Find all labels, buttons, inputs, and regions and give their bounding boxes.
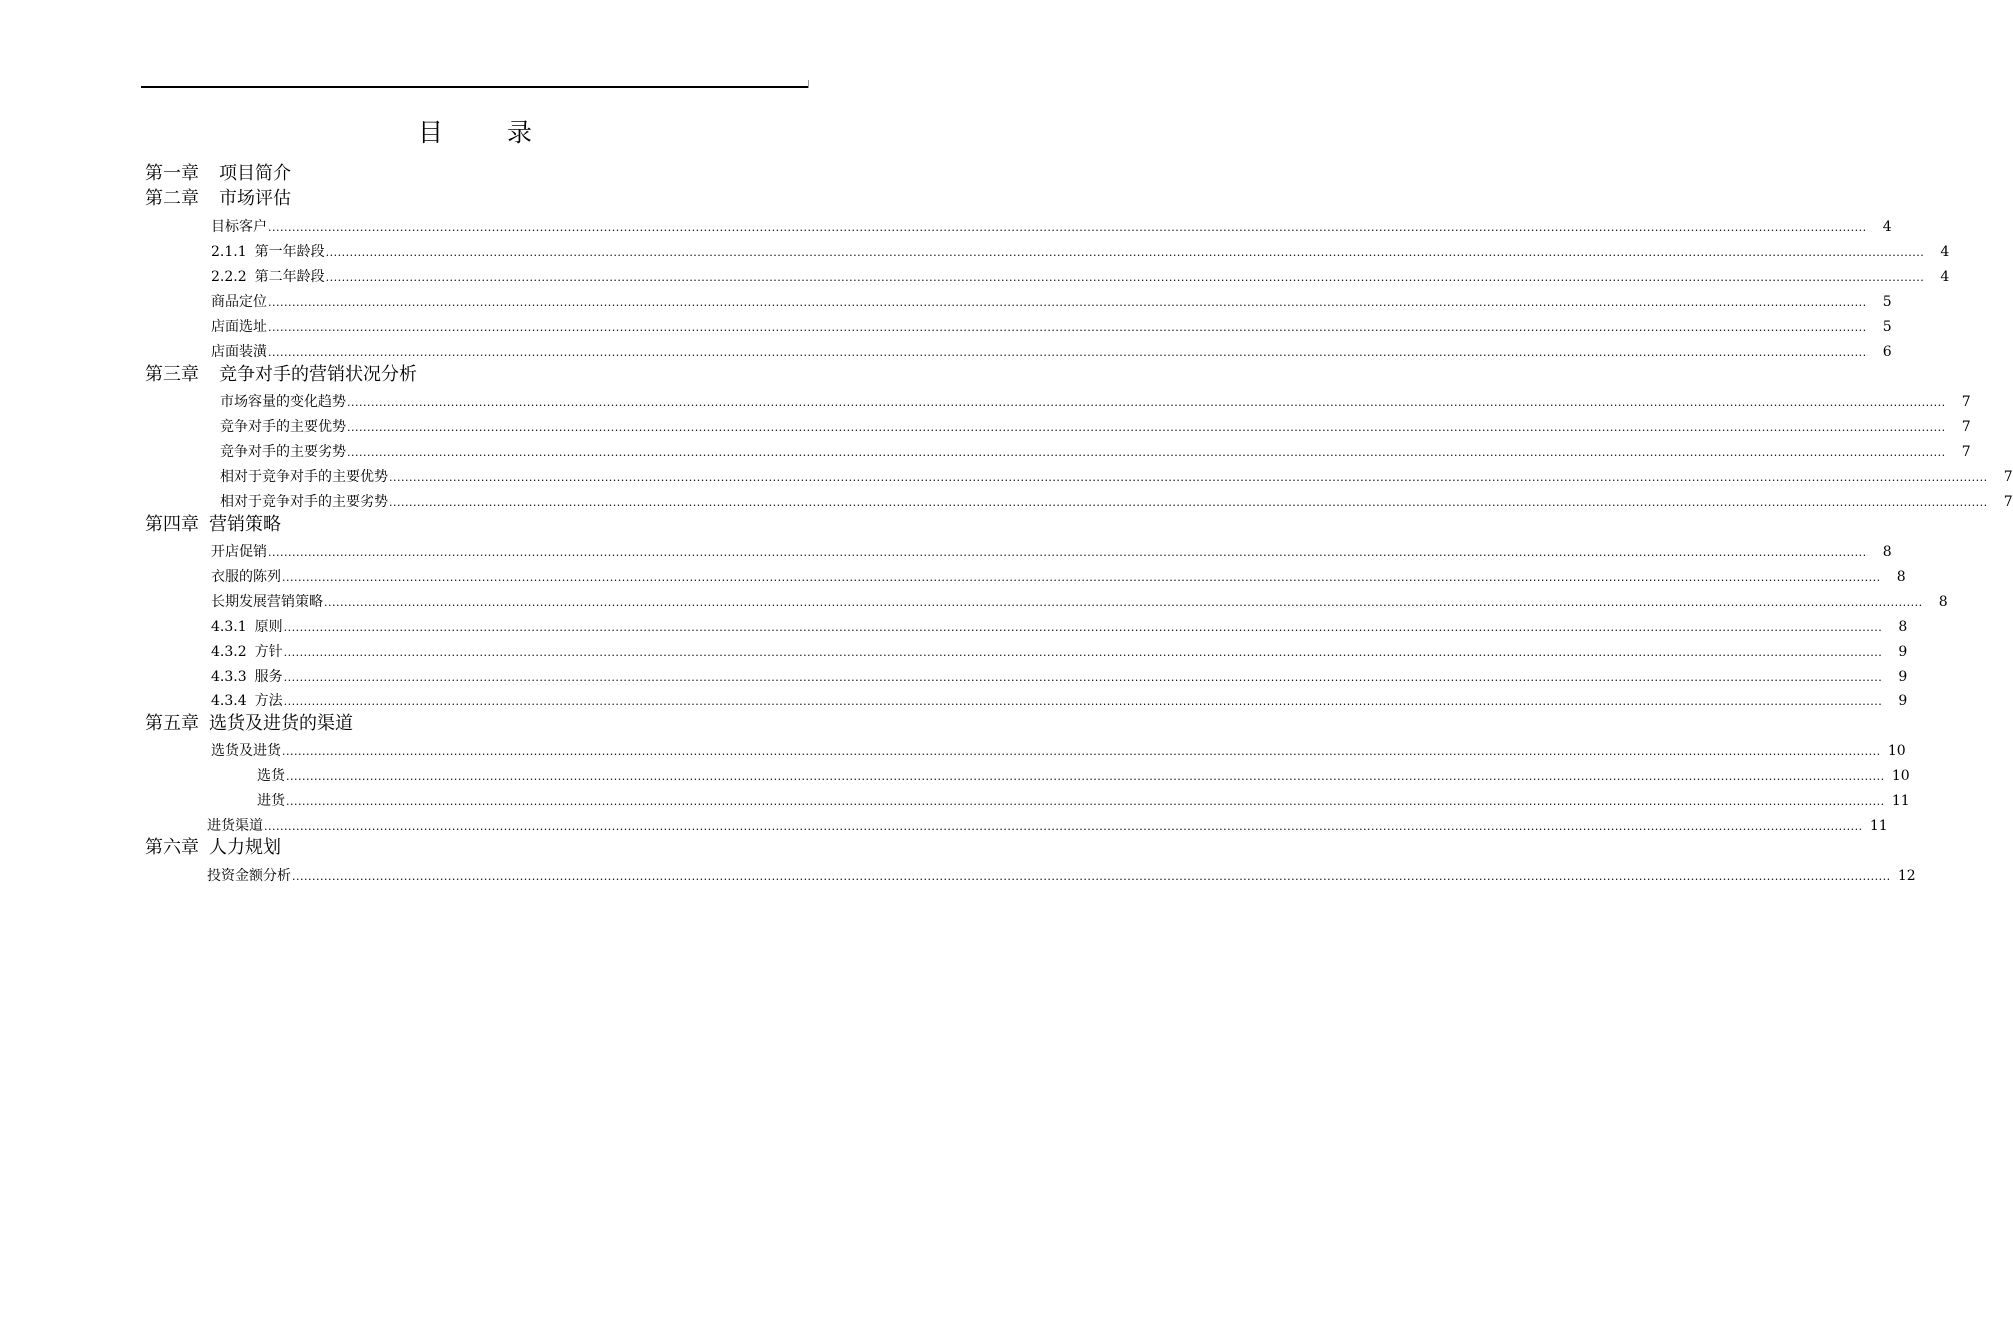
chapter-title: 竞争对手的营销状况分析 [219, 364, 417, 385]
header-rule-tick [808, 80, 809, 88]
entry-page: 7 [2003, 494, 2013, 510]
entry-page: 11 [1869, 818, 1888, 834]
toc-entry[interactable] [211, 215, 1892, 239]
entry-page: 7 [2003, 469, 2013, 485]
entry-code: 2.2.2 [211, 269, 247, 285]
entry-page: 6 [1882, 344, 1892, 360]
toc-entry[interactable] [211, 615, 1908, 639]
leader-dots: ................................................................................................................................................................................................................................................................................................................................................................................................................ [292, 870, 1891, 883]
leader-dots: ................................................................................................................................................................................................................................................................................................................................................................................................................ [268, 346, 1867, 359]
toc-entry[interactable] [220, 390, 1971, 414]
entry-label: 店面装潢 [211, 344, 267, 360]
leader-dots: ................................................................................................................................................................................................................................................................................................................................................................................................................ [282, 745, 1881, 758]
toc-entry[interactable] [220, 415, 1971, 439]
toc-entry[interactable] [211, 640, 1908, 664]
entry-label: 相对于竞争对手的主要劣势 [220, 494, 388, 510]
entry-page: 11 [1891, 793, 1910, 809]
entry-label: 长期发展营销策略 [211, 594, 323, 610]
chapter-number: 第四章 [145, 514, 199, 535]
entry-page: 4 [1882, 219, 1892, 235]
entry-page: 8 [1898, 619, 1908, 635]
entry-label: 竞争对手的主要优势 [220, 419, 346, 435]
chapter-title: 市场评估 [219, 188, 291, 209]
toc-entry[interactable] [211, 240, 1950, 264]
entry-page: 4 [1940, 244, 1950, 260]
entry-page: 10 [1891, 768, 1910, 784]
entry-page: 12 [1897, 868, 1916, 884]
leader-dots: ................................................................................................................................................................................................................................................................................................................................................................................................................ [286, 795, 1885, 808]
leader-dots: ................................................................................................................................................................................................................................................................................................................................................................................................................ [347, 421, 1946, 434]
entry-page: 7 [1961, 419, 1971, 435]
entry-label: 竞争对手的主要劣势 [220, 444, 346, 460]
entry-label: 选货及进货 [211, 743, 281, 759]
leader-dots: ................................................................................................................................................................................................................................................................................................................................................................................................................ [283, 621, 1883, 634]
chapter-title: 营销策略 [209, 514, 281, 535]
entry-label: 开店促销 [211, 544, 267, 560]
leader-dots: ................................................................................................................................................................................................................................................................................................................................................................................................................ [282, 571, 1881, 584]
toc-chapter-6[interactable] [145, 836, 645, 860]
entry-label: 衣服的陈列 [211, 569, 281, 585]
toc-entry[interactable] [207, 814, 1888, 838]
chapter-title: 项目简介 [219, 163, 291, 184]
header-rule [141, 86, 809, 88]
leader-dots: ................................................................................................................................................................................................................................................................................................................................................................................................................ [325, 271, 1925, 284]
leader-dots: ................................................................................................................................................................................................................................................................................................................................................................................................................ [268, 221, 1867, 234]
entry-page: 7 [1961, 444, 1971, 460]
leader-dots: ................................................................................................................................................................................................................................................................................................................................................................................................................ [389, 496, 1988, 509]
entry-label: 服务 [254, 669, 283, 685]
entry-page: 8 [1938, 594, 1948, 610]
toc-entry[interactable] [220, 490, 2013, 514]
entry-page: 5 [1882, 294, 1892, 310]
toc-entry[interactable] [211, 689, 1908, 713]
chapter-number: 第六章 [145, 837, 199, 858]
toc-chapter-2[interactable] [145, 187, 645, 211]
leader-dots: ................................................................................................................................................................................................................................................................................................................................................................................................................ [283, 646, 1883, 659]
entry-label: 第二年龄段 [254, 269, 325, 285]
entry-page: 8 [1896, 569, 1906, 585]
toc-entry[interactable] [211, 739, 1906, 763]
entry-label: 市场容量的变化趋势 [220, 394, 346, 410]
entry-page: 4 [1940, 269, 1950, 285]
toc-chapter-1[interactable] [145, 162, 645, 186]
toc-entry[interactable] [211, 265, 1950, 289]
entry-label: 第一年龄段 [254, 244, 325, 260]
leader-dots: ................................................................................................................................................................................................................................................................................................................................................................................................................ [347, 396, 1946, 409]
entry-page: 9 [1898, 669, 1908, 685]
entry-label: 方法 [254, 693, 283, 709]
leader-dots: ................................................................................................................................................................................................................................................................................................................................................................................................................ [268, 296, 1867, 309]
leader-dots: ................................................................................................................................................................................................................................................................................................................................................................................................................ [389, 471, 1988, 484]
toc-chapter-3[interactable] [145, 363, 645, 387]
toc-chapter-5[interactable] [145, 712, 645, 736]
toc-title: 目 录 [418, 118, 560, 147]
leader-dots: ................................................................................................................................................................................................................................................................................................................................................................................................................ [264, 820, 1863, 833]
entry-label: 店面选址 [211, 319, 267, 335]
entry-label: 商品定位 [211, 294, 267, 310]
toc-entry[interactable] [220, 440, 1971, 464]
entry-code: 4.3.4 [211, 693, 247, 709]
leader-dots: ................................................................................................................................................................................................................................................................................................................................................................................................................ [283, 695, 1883, 708]
entry-page: 9 [1898, 693, 1908, 709]
toc-entry[interactable] [257, 764, 1910, 788]
entry-label: 相对于竞争对手的主要优势 [220, 469, 388, 485]
entry-label: 投资金额分析 [207, 868, 291, 884]
toc-entry[interactable] [211, 590, 1948, 614]
entry-page: 9 [1898, 644, 1908, 660]
chapter-number: 第三章 [145, 364, 199, 385]
toc-entry[interactable] [211, 290, 1892, 314]
toc-entry[interactable] [257, 789, 1910, 813]
toc-entry[interactable] [211, 340, 1892, 364]
chapter-title: 选货及进货的渠道 [209, 713, 353, 734]
toc-entry[interactable] [211, 540, 1892, 564]
entry-code: 4.3.2 [211, 644, 247, 660]
toc-entry[interactable] [211, 665, 1908, 689]
entry-code: 4.3.1 [211, 619, 247, 635]
chapter-number: 第二章 [145, 188, 199, 209]
chapter-title: 人力规划 [209, 837, 281, 858]
chapter-number: 第五章 [145, 713, 199, 734]
entry-code: 4.3.3 [211, 669, 247, 685]
leader-dots: ................................................................................................................................................................................................................................................................................................................................................................................................................ [324, 596, 1923, 609]
entry-label: 进货渠道 [207, 818, 263, 834]
entry-page: 7 [1961, 394, 1971, 410]
entry-code: 2.1.1 [211, 244, 247, 260]
leader-dots: ................................................................................................................................................................................................................................................................................................................................................................................................................ [347, 446, 1946, 459]
toc-entry[interactable] [211, 315, 1892, 339]
leader-dots: ................................................................................................................................................................................................................................................................................................................................................................................................................ [268, 321, 1867, 334]
leader-dots: ................................................................................................................................................................................................................................................................................................................................................................................................................ [283, 671, 1883, 684]
toc-entry[interactable] [220, 465, 2013, 489]
toc-entry[interactable] [207, 864, 1916, 888]
toc-entry[interactable] [211, 565, 1906, 589]
entry-page: 5 [1882, 319, 1892, 335]
entry-label: 选货 [257, 768, 285, 784]
entry-label: 方针 [254, 644, 283, 660]
entry-label: 进货 [257, 793, 285, 809]
entry-label: 目标客户 [211, 219, 267, 235]
leader-dots: ................................................................................................................................................................................................................................................................................................................................................................................................................ [286, 770, 1885, 783]
entry-page: 8 [1882, 544, 1892, 560]
entry-label: 原则 [254, 619, 283, 635]
entry-page: 10 [1887, 743, 1906, 759]
chapter-number: 第一章 [145, 163, 199, 184]
leader-dots: ................................................................................................................................................................................................................................................................................................................................................................................................................ [325, 246, 1925, 259]
toc-chapter-4[interactable] [145, 513, 645, 537]
leader-dots: ................................................................................................................................................................................................................................................................................................................................................................................................................ [268, 546, 1867, 559]
